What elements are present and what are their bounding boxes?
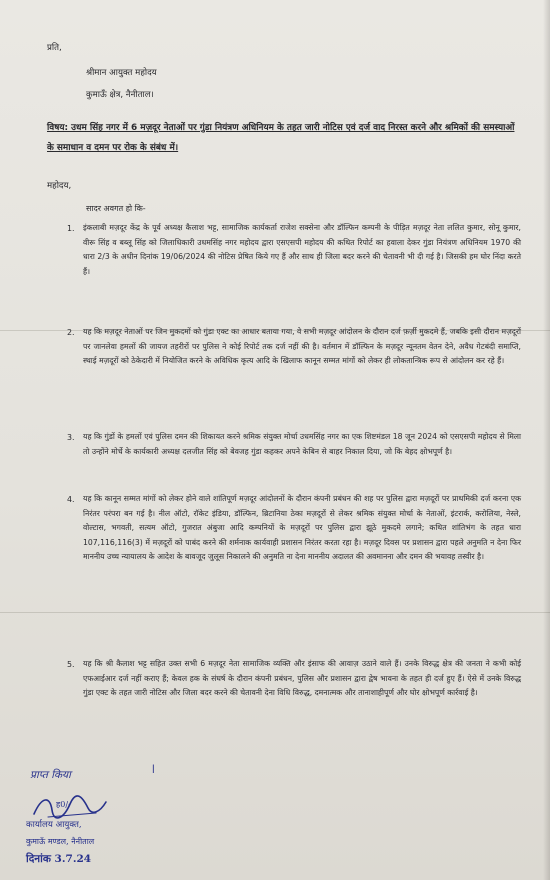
recipient-line-2: कुमाऊँ क्षेत्र, नैनीताल।: [86, 90, 154, 100]
stamp-office-line-2: कुमाऊँ मण्डल, नैनीताल: [26, 837, 95, 846]
point-text: यह कि श्री कैलाश भट्ट सहित उक्त सभी 6 मज़दूर नेता सामाजिक व्यक्ति और इंसाफ की आवाज़ उठाने वाले हैं। उनके विरुद्ध क्षेत्र की जनता ने कभी कोई एफआईआर दर्ज नहीं कराए हैं; केवल हक के संघर्ष के दौरान कंपनी प्रबंधन, पुलिस और प्रशासन द्वारा द्वेष भावना के तहत ही दर्ज हुए हैं। ऐसे में उनके विरुद्ध गुंडा एक्ट के तहत जारी नोटिस और जिला बदर करने की चेतावनी देना विधि विरुद्ध, दमनात्मक और तानाशाहीपूर्ण और घोर क्षोभपूर्ण कार्रवाई है।: [83, 659, 521, 697]
point-number: 5.: [67, 660, 75, 669]
stamp-office-line-1: कार्यालय आयुक्त,: [26, 820, 82, 830]
stamp-date: दिनांक 3.7.24: [26, 853, 92, 865]
received-stamp: प्राप्त किया: [30, 769, 71, 781]
signature-text: ह0/-: [56, 800, 71, 809]
point-text: यह कि मज़दूर नेताओं पर जिन मुकदमों को गुंडा एक्ट का आधार बताया गया, वे सभी मज़दूर आंदोलन के दौरान दर्ज फ़र्ज़ी मुकदमे हैं, जबकि इसी दौरान मज़दूरों पर जानलेवा हमलों की जायज तहरीरों पर पुलिस ने कोई रिपोर्ट तक दर्ज नहीं की है। वर्तमान में डॉल्फिन के मज़दूर न्यूनतम वेतन देने, अवैध गेटबंदी समाप्ति, स्थाई मज़दूरों को ठेकेदारी में नियोजित करने के अविधिक कृत्य आदि के खिलाफ कानून सम्मत मांगों को लेकर ही लोकतान्त्रिक रूप से आंदोलन कर रहे हैं।: [83, 327, 522, 365]
intro-line: सादर अवगत हो कि-: [86, 204, 146, 213]
recipient-line-1: श्रीमान आयुक्त महोदय: [86, 68, 157, 78]
point-number: 1.: [67, 224, 75, 233]
ink-mark: ǀ: [152, 764, 155, 774]
point-text: यह कि कानून सम्मत मांगों को लेकर होने वाले शांतिपूर्ण मज़दूर आंदोलनों के दौरान कंपनी प्रबंधन की शह पर पुलिस द्वारा मज़दूरों पर प्राथमिकी दर्ज करना एक निरंतर परंपरा बन गई है। नील ऑटो, रॉकेट इंडिया, डॉल्फिन, ब्रिटानिया ठेका मज़दूरों से लेकर श्रमिक संयुक्त मोर्चा के नेताओं, इंटरार्क, करोलिया, नेस्ले, वोल्टास, भगवती, सत्यम ऑटो, गुजरात अंबुजा आदि कम्पनियों के मज़दूरों पर पुलिस द्वारा झूठे मुकदमे लगाने; कथित शांतिभंग के तहत धारा 107,116,116(3) में मज़दूरों को पाबंद करने की शर्मनाक कार्यवाही प्रशासन निरंतर करता रहा है। मज़दूर दिवस पर प्रशासन द्वारा पहले अनुमति न देना फिर माननीय उच्च न्यायालय के आदेश के बावजूद जुलूस निकालने की अनुमति ना देना माननीय अदालत की अवमानना और दमन की भयावह तस्वीर है।: [83, 494, 521, 561]
point-text: यह कि गुंडों के हमलों एवं पुलिस दमन की शिकायत करने श्रमिक संयुक्त मोर्चा उधमसिंह नगर का एक शिष्टमंडल 18 जून 2024 को एसएसपी महोदय से मिला तो उन्होंने मोर्चे के कार्यकारी अध्यक्ष दलजीत सिंह को बेवजह गुंडा कहकर अपने केबिन से बाहर निकाल दिया, जो कि बेहद क्षोभपूर्ण है।: [83, 432, 521, 456]
point-number: 2.: [67, 328, 75, 337]
paper-fold: [0, 612, 550, 613]
to-label: प्रति,: [47, 43, 62, 53]
point-number: 3.: [67, 433, 75, 442]
point-number: 4.: [67, 495, 75, 504]
subject-line: विषय: उधम सिंह नगर में 6 मज़दूर नेताओं पर गुंडा नियंत्रण अधिनियम के तहत जारी नोटिस एवं दर्ज वाद निरस्त करने और श्रमिकों की समस्याओं के समाधान व दमन पर रोक के संबंध में।: [47, 123, 515, 153]
salutation: महोदय,: [47, 181, 72, 191]
page-edge-shadow: [543, 0, 550, 880]
point-text: इंकलाबी मज़दूर केंद्र के पूर्व अध्यक्ष कैलाश भट्ट, सामाजिक कार्यकर्ता राजेश सक्सेना और डॉल्फिन कम्पनी के पीड़ित मज़दूर नेता ललित कुमार, सोनू कुमार, वीरू सिंह व बब्लू सिंह को जिलाधिकारी उधमसिंह नगर महोदय द्वारा एसएसपी महोदय की कथित रिपोर्ट का हवाला देकर गुंडा नियंत्रण अधिनियम 1970 की धारा 2/3 के अधीन दिनांक 19/06/2024 की नोटिस प्रेषित किये गए हैं और साथ ही जिला बदर करने की चेतावनी भी दी गई है। जिसकी हम घोर निंदा करते हैं।: [83, 223, 521, 276]
